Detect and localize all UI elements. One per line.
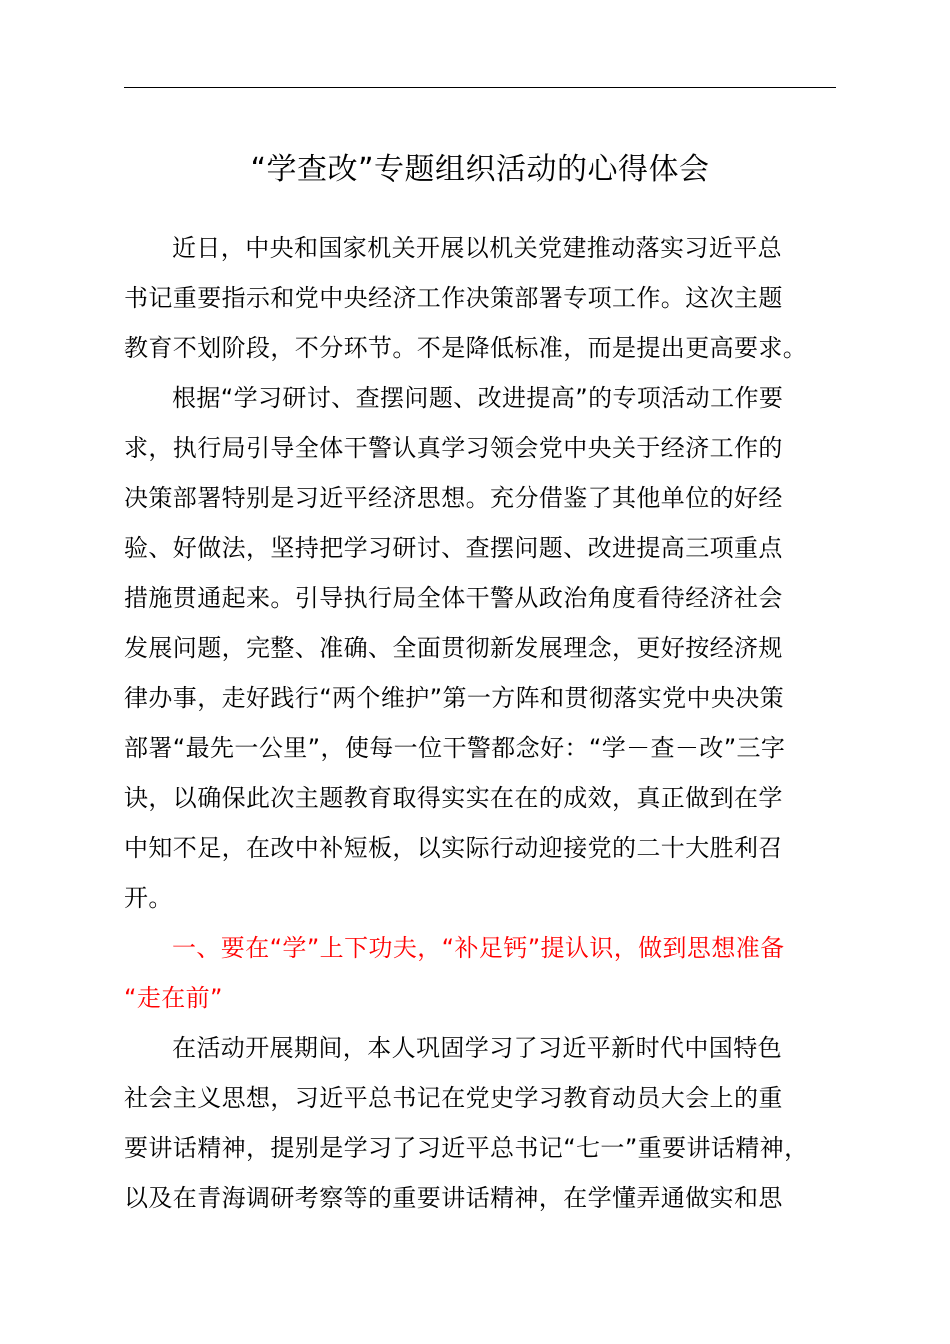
paragraph-line: 根据“学习研讨、查摆问题、改进提高”的专项活动工作要 <box>172 384 784 412</box>
paragraph-line: 在活动开展期间，本人巩固学习了习近平新时代中国特色 <box>172 1034 782 1062</box>
paragraph-line: 教育不划阶段，不分环节。不是降低标准，而是提出更高要求。 <box>124 334 808 362</box>
section-heading-line: 一、要在“学”上下功夫，“补足钙”提认识，做到思想准备 <box>172 934 785 962</box>
paragraph-line: 诀，以确保此次主题教育取得实实在在的成效，真正做到在学 <box>124 784 783 812</box>
document-title: “学查改”专题组织活动的心得体会 <box>250 152 710 187</box>
paragraph-line: 决策部署特别是习近平经济思想。充分借鉴了其他单位的好经 <box>124 484 783 512</box>
paragraph-line: 发展问题，完整、准确、全面贯彻新发展理念，更好按经济规 <box>124 634 783 662</box>
paragraph-line: 要讲话精神，提别是学习了习近平总书记“七一”重要讲话精神， <box>124 1134 809 1162</box>
paragraph-line: 书记重要指示和党中央经济工作决策部署专项工作。这次主题 <box>124 284 783 312</box>
paragraph-line: 验、好做法，坚持把学习研讨、查摆问题、改进提高三项重点 <box>124 534 783 562</box>
section-heading-line: “走在前” <box>124 984 223 1012</box>
paragraph-line: 中知不足，在改中补短板，以实际行动迎接党的二十大胜利召 <box>124 834 783 862</box>
paragraph-line: 开。 <box>124 884 173 912</box>
paragraph-line: 以及在青海调研考察等的重要讲话精神，在学懂弄通做实和思 <box>124 1184 783 1212</box>
paragraph-line: 部署“最先一公里”，使每一位干警都念好：“学－查－改”三字 <box>124 734 786 762</box>
paragraph-line: 措施贯通起来。引导执行局全体干警从政治角度看待经济社会 <box>124 584 783 612</box>
header-rule <box>124 87 836 88</box>
paragraph-line: 律办事，走好践行“两个维护”第一方阵和贯彻落实党中央决策 <box>124 684 785 712</box>
paragraph-line: 社会主义思想，习近平总书记在党史学习教育动员大会上的重 <box>124 1084 783 1112</box>
paragraph-line: 求，执行局引导全体干警认真学习领会党中央关于经济工作的 <box>124 434 783 462</box>
paragraph-line: 近日，中央和国家机关开展以机关党建推动落实习近平总 <box>172 234 782 262</box>
